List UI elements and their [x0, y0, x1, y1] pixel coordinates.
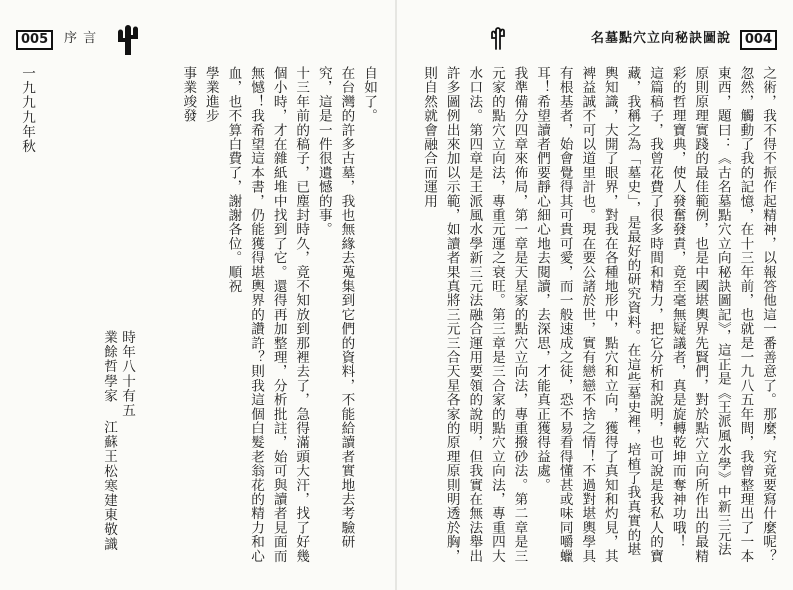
date-line: 一九九九年秋 — [19, 66, 35, 154]
section-title: 序 言 — [64, 31, 98, 46]
cactus-logo — [112, 22, 142, 60]
paragraph: 我準備分四章來佈局，第一章是天星家的點穴立向法，專重撥砂法。第二章是三元家的點穴立向法，專重元運之衰旺。第三章是三合家的點穴立向法，專重四大水口法。第四章是王派風水學新三元法融合運用要領的說明，但我實在無法舉出許多圖例出來加以示範，如讀者果真將三元三合天星各家的原理原則明透於胸，則自然就會融合而運用 — [421, 66, 528, 563]
left-page-header — [16, 22, 386, 58]
left-page — [0, 0, 396, 590]
paragraph: 在台灣的許多古墓，我也無緣去蒐集到它們的資料，不能給讀者實地去考驗研究，這是一件很遺憾的事。 — [315, 66, 355, 549]
right-page — [397, 0, 793, 590]
author-age: 時年八十有五 — [119, 330, 135, 418]
closing-line: 事業竣發 — [180, 66, 197, 123]
paragraph: 這篇稿子，我曾花費了很多時間和精力，把它分析和說明，也可說是我私人的寶藏，我稱之為「墓史」，是最好的研究資料。在這些墓史裡，培植了我真實的堪輿知識，大開了眼界，對我在各種地形中，點穴和立向，獲得了真知和灼見，其裨益誠不可以道里計也。現在要公諸於世，實有戀戀不捨之情！不過對堪輿學具有根基者，始會覺得其可貴可愛，而一般速成之徒，恐不易看得懂甚或味同嚼蠟耳！希望讀者們要靜心細心地去閱讀，去深思，才能真正獲得益處。 — [534, 66, 664, 563]
author-signature: 業餘哲學家 江蘇王松寒建東敬識 — [101, 330, 117, 552]
left-page-body — [80, 66, 380, 566]
paragraph: 十三年前的稿子，已塵封時久，竟不知放到那裡去了，急得滿頭大汗，找了好幾個小時，才在雜紙堆中找到了它。還得再加整理，分析批註，始可與讀者見面而無憾！我希望這本書，仍能獲得堪輿界的讚許？則我這個白髮老翁花的精力和心血，也不算白費了，謝謝各位。順祝 — [225, 66, 310, 563]
paragraph: 自如了。 — [361, 66, 377, 123]
cactus-outline-icon — [487, 24, 509, 54]
right-page-header — [397, 22, 777, 58]
right-page-body — [397, 66, 779, 566]
page-number: 004 — [740, 30, 777, 50]
paragraph: 之術，我不得不振作起精神，以報答他這一番善意了。那麼，究竟要寫什麼呢？忽然，觸動了我的記憶，在十三年前，也就是一九八五年間，我曾整理出了一本東西，題曰：《古名墓點穴立向秘訣圖記》，這正是《王派風水學》中新三元法原則原理實踐的最佳範例，也是中國堪輿界先賢們，對於點穴立向所作出的最精彩的哲理寶典，使人發奮發責，竟至毫無疑議者，真是旋轉乾坤而奪神功哦！ — [669, 66, 776, 563]
closing-line: 學業進步 — [202, 66, 219, 123]
book-title: 名墓點穴立向秘訣圖說 — [590, 31, 731, 46]
page-number: 005 — [16, 30, 53, 50]
